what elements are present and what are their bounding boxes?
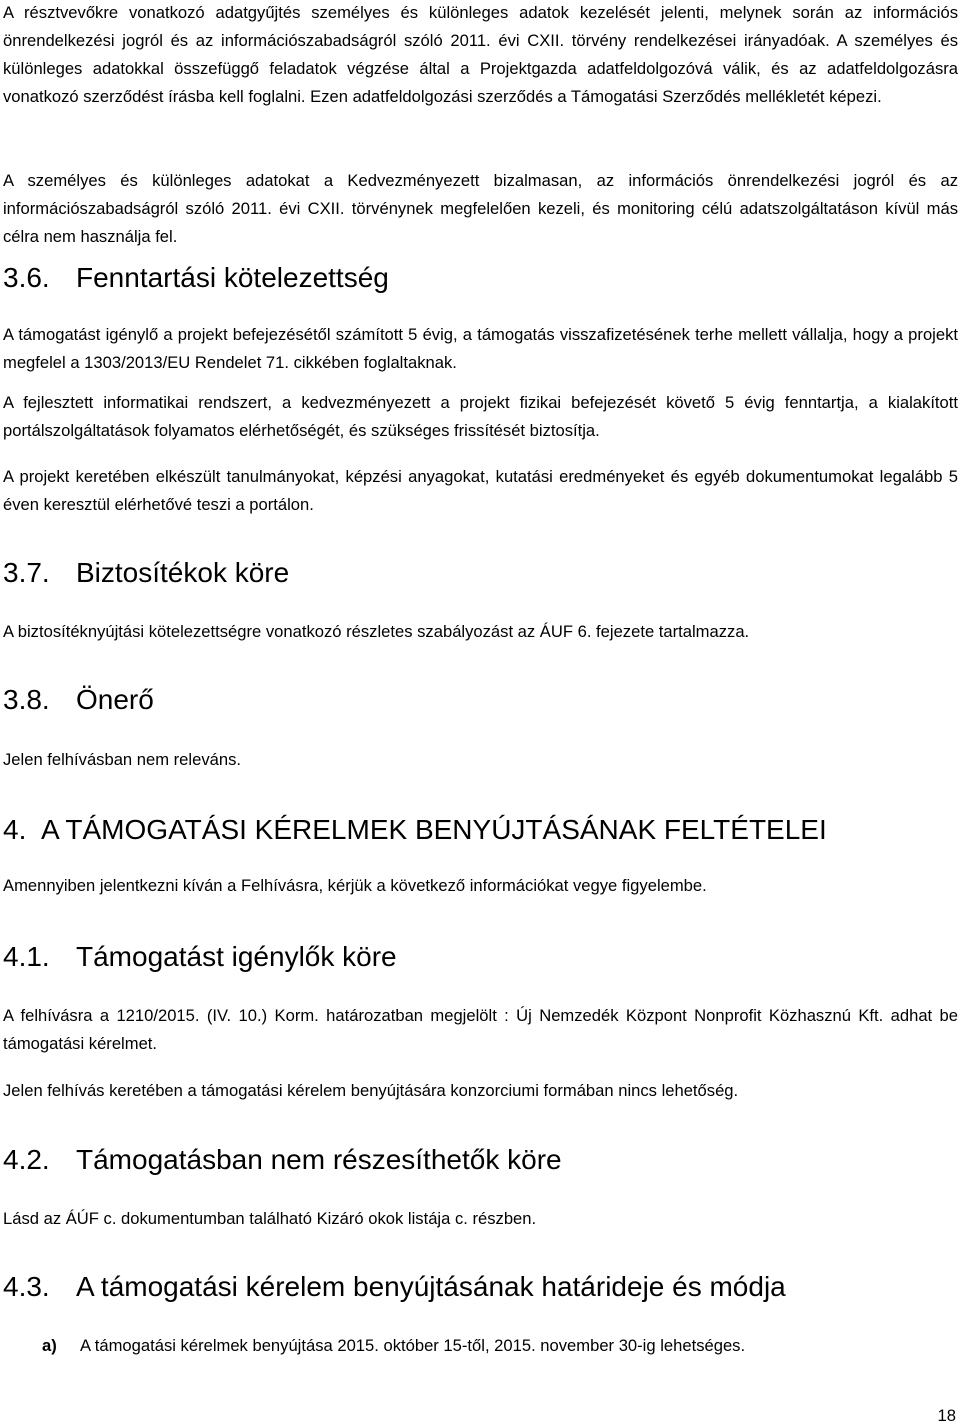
paragraph-maintenance-3: A projekt keretében elkészült tanulmányokat, képzési anyagokat, kutatási eredményeket és egyéb dokumentumokat legalább 5 éven keresztül elérhetővé teszi a portálon. — [3, 467, 958, 514]
heading-4-2 — [3, 1143, 562, 1177]
heading-3-8 — [3, 683, 154, 717]
heading-number: 3.6. — [3, 262, 50, 293]
heading-4-1 — [3, 940, 397, 974]
paragraph-consortium: Jelen felhívás keretében a támogatási kérelem benyújtására konzorciumi formában nincs lehetőség. — [3, 1081, 739, 1100]
list-item-text: A támogatási kérelmek benyújtása 2015. október 15-től, 2015. november 30-ig lehetséges. — [80, 1336, 746, 1355]
paragraph-own-contribution: Jelen felhívásban nem releváns. — [3, 750, 241, 769]
heading-3-7 — [3, 556, 289, 590]
heading-number: 3.8. — [3, 684, 50, 715]
heading-title: A támogatási kérelem benyújtásának határideje és módja — [76, 1271, 786, 1302]
heading-title: Önerő — [76, 684, 154, 715]
list-marker: a) — [42, 1336, 57, 1355]
heading-title: Támogatást igénylők köre — [76, 941, 397, 972]
list-item-a — [42, 1332, 745, 1360]
paragraph-guarantees: A biztosítéknyújtási kötelezettségre vonatkozó részletes szabályozást az ÁUF 6. fejezete tartalmazza. — [3, 622, 750, 641]
heading-number: 4.3. — [3, 1271, 50, 1302]
heading-title: A TÁMOGATÁSI KÉRELMEK BENYÚJTÁSÁNAK FELTÉTELEI — [41, 814, 827, 845]
paragraph-eligible-applicants: A felhívásra a 1210/2015. (IV. 10.) Korm. határozatban megjelölt : Új Nemzedék Központ Nonprofit Közhasznú Kft. adhat be támogatási kérelmet. — [3, 1006, 958, 1053]
heading-title: Fenntartási kötelezettség — [76, 262, 389, 293]
heading-4 — [3, 813, 827, 847]
paragraph-maintenance-2: A fejlesztett informatikai rendszert, a kedvezményezett a projekt fizikai befejezését követő 5 évig fenntartja, a kialakított portálszolgáltatások folyamatos elérhetőségét, és szükséges frissítését biztosítja. — [3, 393, 958, 440]
heading-number: 3.7. — [3, 557, 50, 588]
heading-number: 4.2. — [3, 1144, 50, 1175]
paragraph-exclusions: Lásd az ÁÚF c. dokumentumban található Kizáró okok listája c. részben. — [3, 1209, 537, 1228]
heading-3-6 — [3, 261, 389, 295]
heading-number: 4. — [3, 814, 27, 845]
heading-number: 4.1. — [3, 941, 50, 972]
paragraph-maintenance-1: A támogatást igénylő a projekt befejezésétől számított 5 évig, a támogatás visszafizetésének terhe mellett vállalja, hogy a projekt megfelel a 1303/2013/EU Rendelet 71. cikkében foglaltaknak. — [3, 325, 958, 372]
heading-title: Biztosítékok köre — [76, 557, 290, 588]
page-number: 18 — [937, 1406, 956, 1425]
paragraph-data-collection: A résztvevőkre vonatkozó adatgyűjtés személyes és különleges adatok kezelését jelenti, melynek során az információs önrendelkezési jogról és az információszabadságról szóló 2011. évi CXII. törvény rendelkezései irányadóak. A személyes és különleges adatokkal összefüggő feladatok végzése által a Projektgazda adatfeldolgozóvá válik, és az adatfeldolgozásra vonatkozó szerződést írásba kell foglalni. Ezen adatfeldolgozási szerződés a Támogatási Szerződés mellékletét képezi. — [3, 3, 958, 106]
paragraph-application-intro: Amennyiben jelentkezni kíván a Felhívásra, kérjük a következő információkat vegye figyelembe. — [3, 876, 707, 895]
heading-4-3 — [3, 1270, 786, 1304]
paragraph-confidentiality: A személyes és különleges adatokat a Kedvezményezett bizalmasan, az információs önrendelkezési jogról és az információszabadságról szóló 2011. évi CXII. törvénynek megfelelően kezeli, és monitoring célú adatszolgáltatáson kívül más célra nem használja fel. — [3, 171, 958, 246]
heading-title: Támogatásban nem részesíthetők köre — [76, 1144, 562, 1175]
